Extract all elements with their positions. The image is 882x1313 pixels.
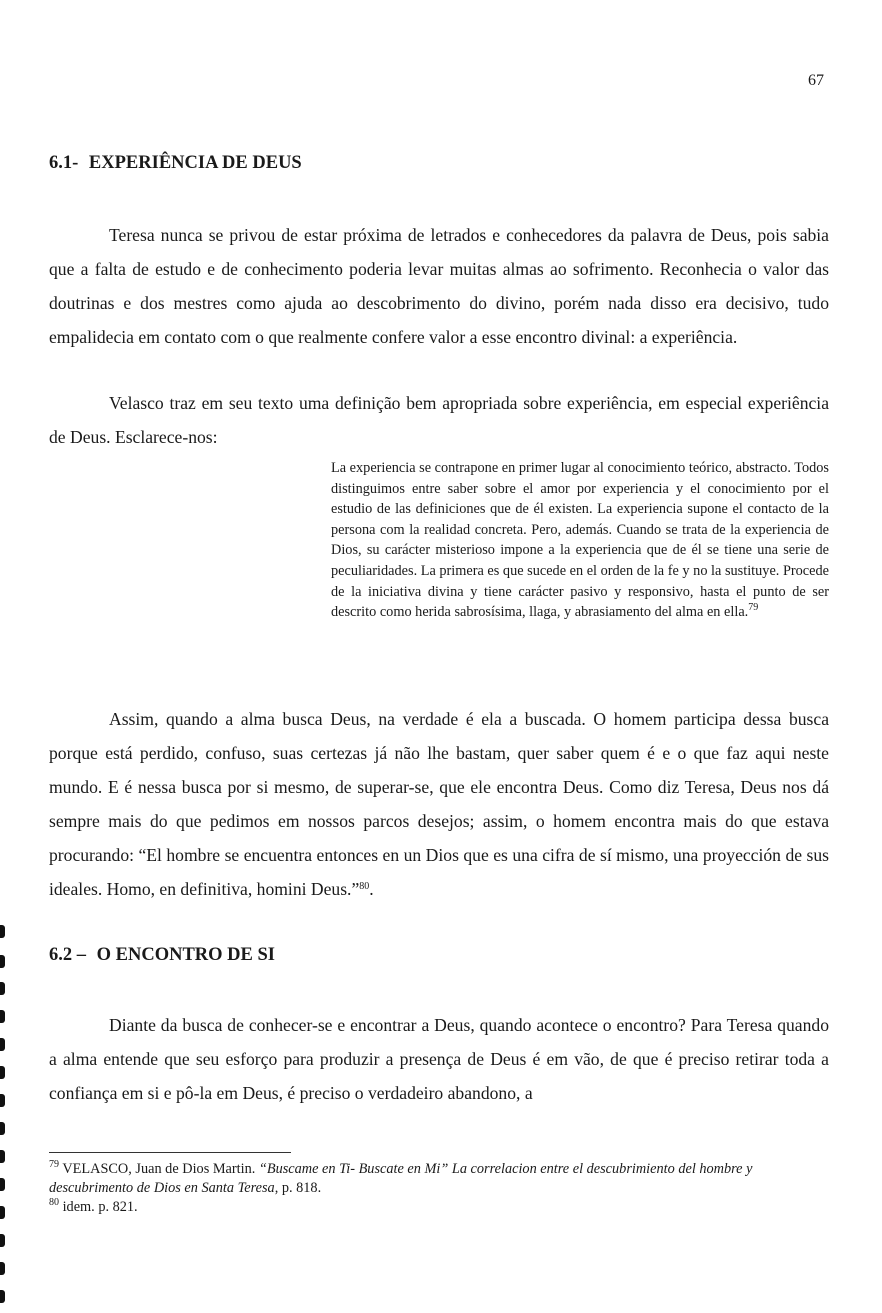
binding-mark [0,1038,5,1051]
binding-marks [0,0,10,1313]
footnote-79 [49,1160,829,1198]
footnote-separator [49,1152,291,1153]
binding-mark [0,1150,5,1163]
paragraph-end-punct: . [369,879,374,899]
binding-mark [0,1262,5,1275]
section-title: O ENCONTRO DE SI [96,945,275,965]
footnote-ref-80[interactable]: 80 [359,881,370,892]
footnote-author: idem. p. 821. [62,1199,138,1215]
footnote-number: 80 [49,1197,59,1208]
binding-mark [0,1010,5,1023]
footnote-80 [49,1198,829,1217]
section-heading-6-1 [49,153,302,174]
block-quote-velasco [331,458,829,623]
paragraph-alma-busca [49,702,829,906]
section-title: EXPERIÊNCIA DE DEUS [88,153,302,173]
page-number: 67 [808,72,824,89]
section-number: 6.2 – [49,945,86,965]
footnote-pages: , p. 818. [274,1180,322,1196]
footnote-ref-79[interactable]: 79 [748,602,759,614]
section-number: 6.1- [49,153,79,173]
binding-mark [0,982,5,995]
binding-mark [0,1234,5,1247]
section-heading-6-2 [49,945,275,966]
paragraph-text: Assim, quando a alma busca Deus, na verdade é ela a buscada. O homem participa dessa busca porque está perdido, confuso, suas certezas já não lhe bastam, quer saber quem é e o que faz aqui neste mundo. E é nessa busca por si mesmo, de superar-se, que ele encontra Deus. Como diz Teresa, Deus nos dá sempre mais do que pedimos em nossos parcos desejos; assim, o homem encontra mais do que estava procurando: “El hombre se encuentra entonces en un Dios que es una cifra de sí mismo, una proyección de sus ideales. Homo, en definitiva, homini Deus.” [49,709,829,899]
binding-mark [0,925,5,938]
binding-mark [0,1122,5,1135]
footnote-author: VELASCO, Juan de Dios Martin. [62,1161,256,1177]
paragraph-teresa-letrados: Teresa nunca se privou de estar próxima de letrados e conhecedores da palavra de Deus, pois sabia que a falta de estudo e de conhecimento poderia levar muitas almas ao sofrimento. Reconhecia o valor das doutrinas e dos mestres como ajuda ao descobrimento do divino, porém nada disso era decisivo, tudo empalidecia em contato com o que realmente confere valor a esse encontro divinal: a experiência. [49,225,829,347]
binding-mark [0,1094,5,1107]
footnote-source: “Buscame en Ti- Buscate en Mi” La correlacion entre el descubrimiento del hombre y descubrimento de Dios en Santa Teresa [49,1161,753,1196]
binding-mark [0,1178,5,1191]
paragraph-velasco-intro: Velasco traz em seu texto uma definição bem apropriada sobre experiência, em especial experiência de Deus. Esclarece-nos: [49,393,829,447]
paragraph-diante-busca: Diante da busca de conhecer-se e encontrar a Deus, quando acontece o encontro? Para Teresa quando a alma entende que seu esforço para produzir a presença de Deus é em vão, de que é preciso retirar toda a confiança em si e pô-la em Deus, é preciso o verdadeiro abandono, a [49,1015,829,1103]
footnotes [49,1160,829,1217]
footnote-number: 79 [49,1159,59,1170]
quote-text: La experiencia se contrapone en primer lugar al conocimiento teórico, abstracto. Todos distinguimos entre saber sobre el amor por experiencia y el conocimiento por el estudio de las definiciones que de él existen. La experiencia supone el contacto de la persona com la realidad concreta. Pero, además. Cuando se trata de la experiencia de Dios, su carácter misterioso impone a la experiencia que de él se tiene una serie de peculiaridades. La primera es que sucede en el orden de la fe y no la sustituye. Procede de la iniciativa divina y tiene carácter pasivo y responsivo, hasta el punto de ser descrito como herida sabrosísima, llaga, y abrasiamento del alma en ella. [331,460,829,621]
binding-mark [0,1066,5,1079]
binding-mark [0,1206,5,1219]
binding-mark [0,1290,5,1303]
binding-mark [0,955,5,968]
